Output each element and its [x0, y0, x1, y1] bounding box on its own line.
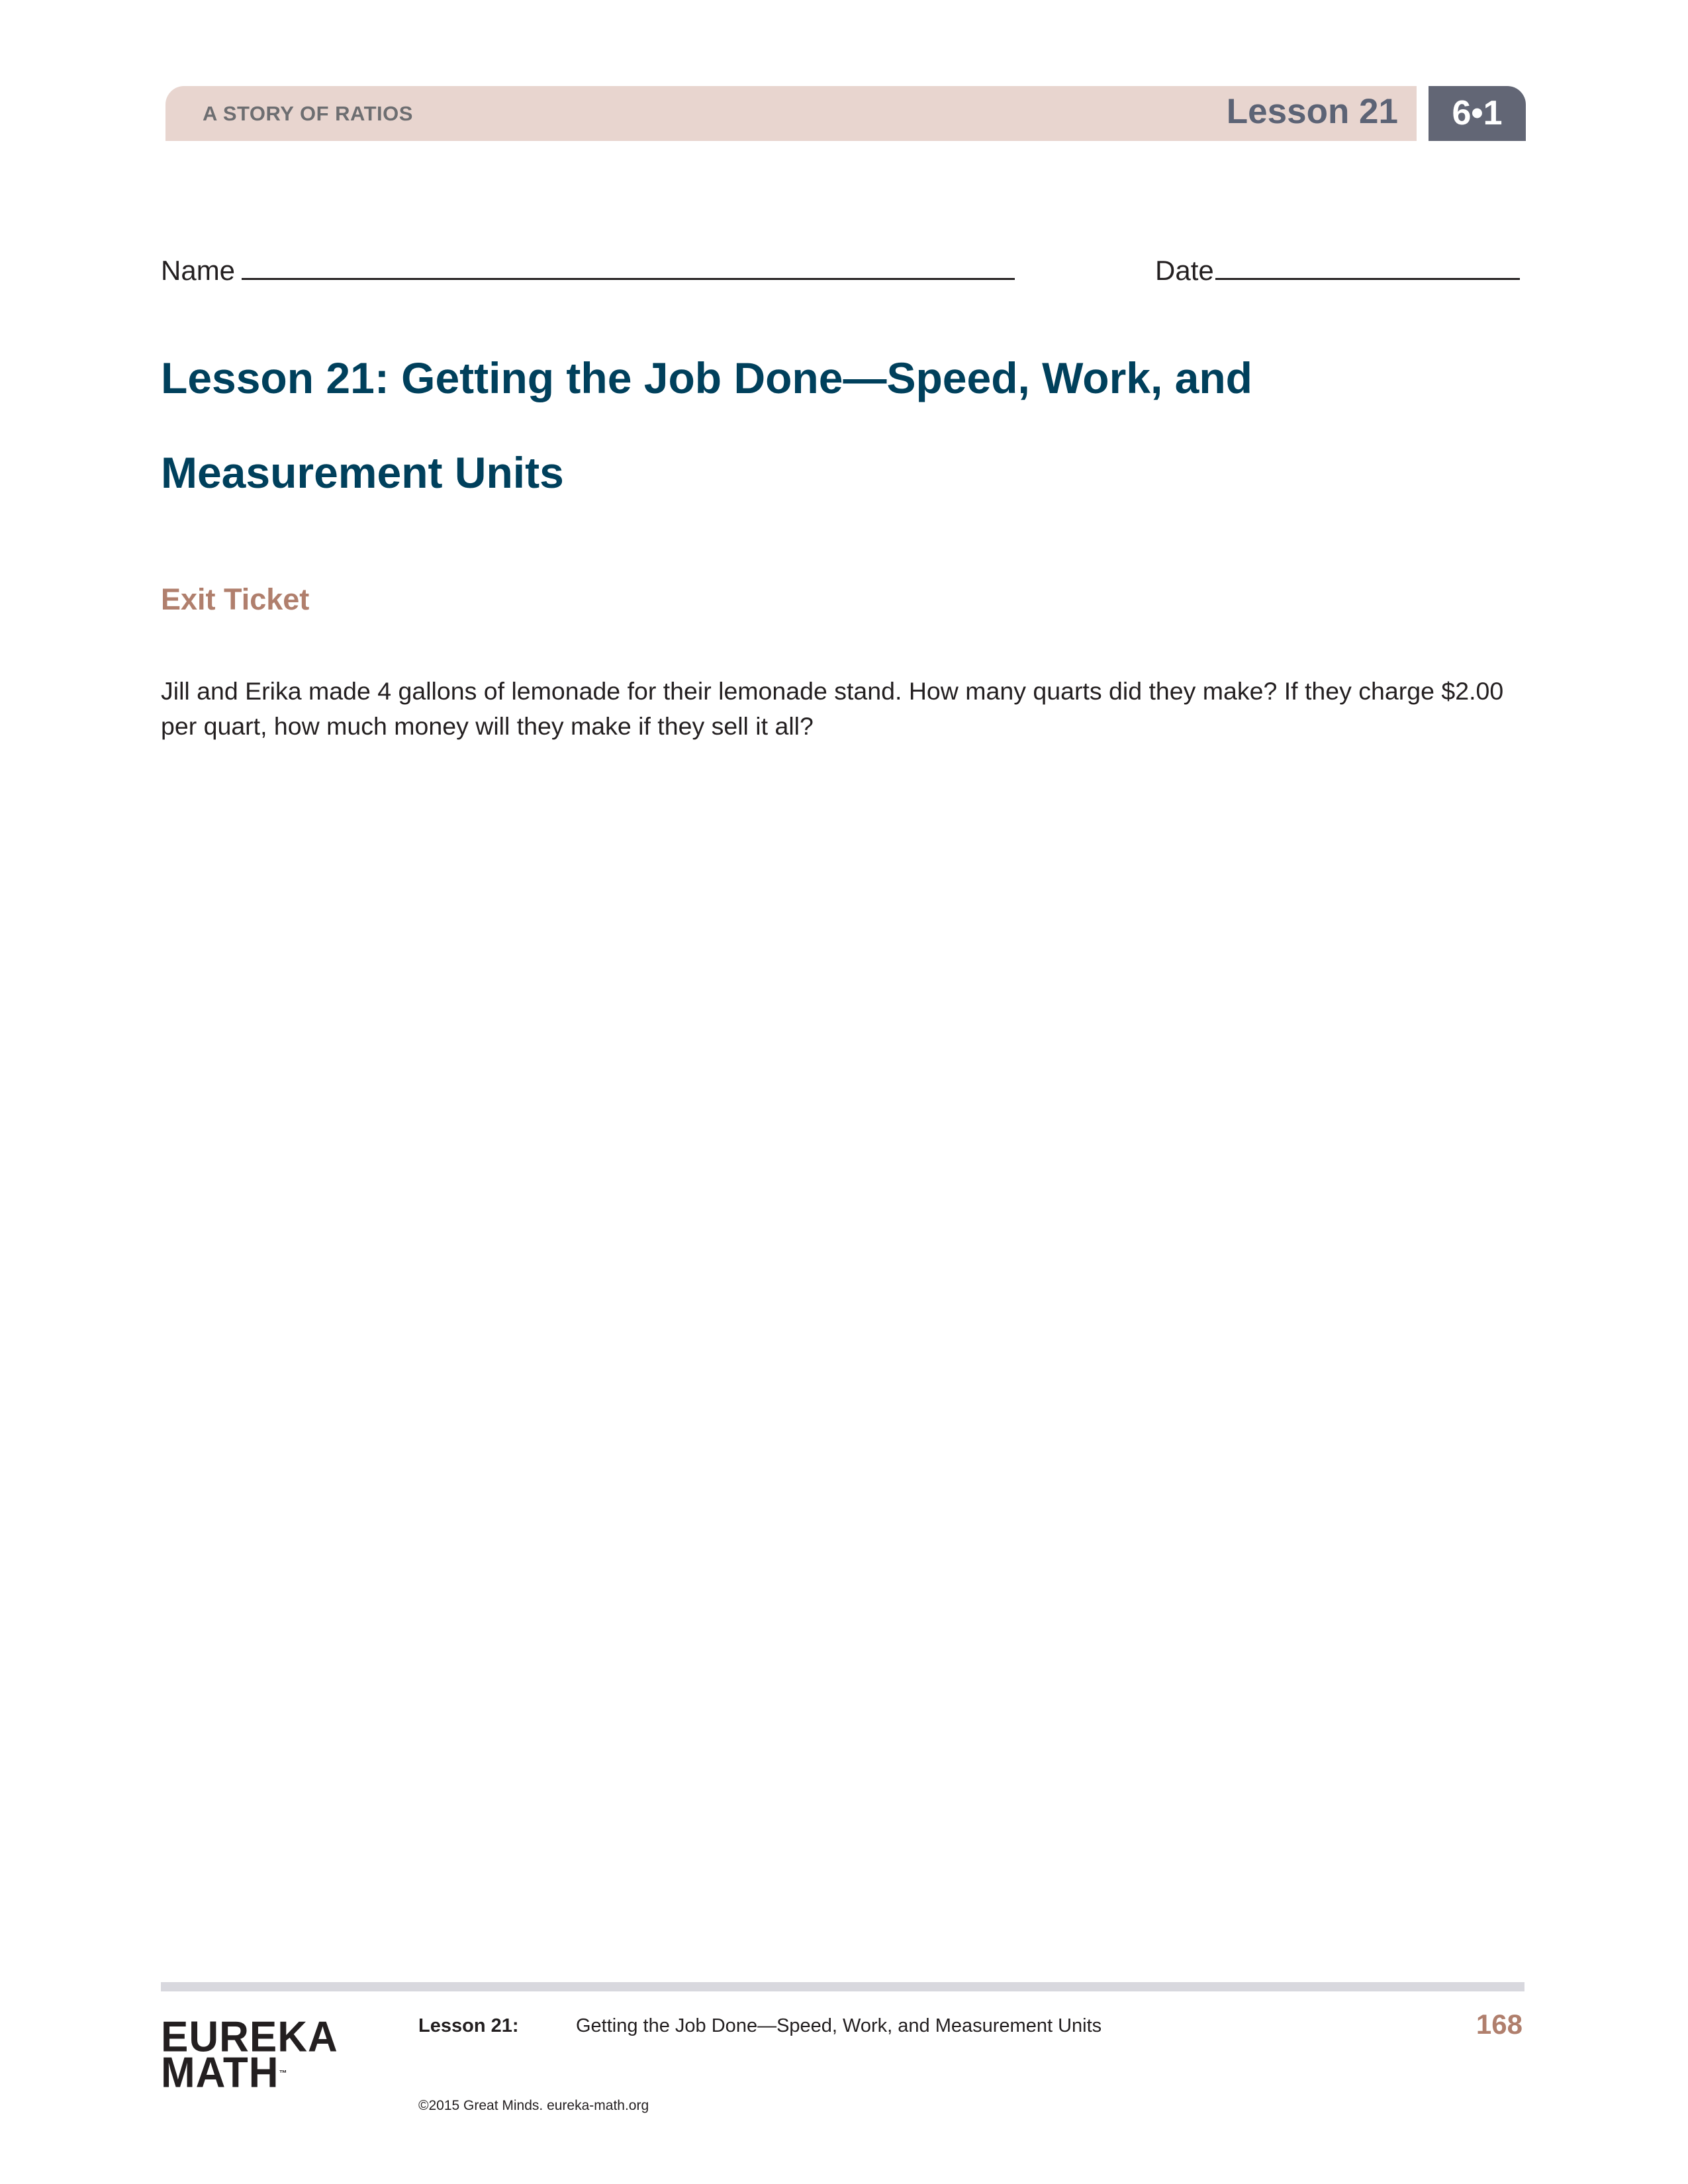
curriculum-series-label: A STORY OF RATIOS: [203, 102, 413, 125]
page-number: 168: [1476, 2009, 1523, 2040]
logo-word-eureka: EUREKA: [161, 2013, 338, 2062]
logo-word-math: [161, 2048, 340, 2097]
exit-ticket-heading: Exit Ticket: [161, 582, 310, 616]
date-label: Date: [1155, 255, 1214, 286]
date-field[interactable]: [1155, 254, 1520, 287]
copyright-notice: ©2015 Great Minds. eureka-math.org: [418, 2098, 649, 2113]
eureka-math-logo: [161, 2013, 340, 2097]
footer-lesson-label: Lesson 21:: [418, 2015, 519, 2036]
module-badge: 6•1: [1429, 86, 1526, 141]
trademark-symbol: ™: [279, 2068, 287, 2078]
date-blank-line[interactable]: [1215, 254, 1520, 280]
name-label: Name: [161, 255, 236, 286]
page-title: Lesson 21: Getting the Job Done—Speed, Work, and Measurement Units: [161, 353, 1253, 497]
footer-divider: [161, 1982, 1524, 1991]
logo-math-text: MATH: [161, 2048, 279, 2097]
footer-lesson-title: Getting the Job Done—Speed, Work, and Measurement Units: [576, 2015, 1102, 2036]
name-field[interactable]: [161, 254, 1015, 287]
header-lesson-label: Lesson 21: [1226, 92, 1398, 131]
name-blank-line[interactable]: [242, 254, 1015, 280]
problem-text: Jill and Erika made 4 gallons of lemonade for their lemonade stand. How many quarts did they make? If they charge $2.00 per quart, how much money will they make if they sell it all?: [161, 677, 1504, 740]
